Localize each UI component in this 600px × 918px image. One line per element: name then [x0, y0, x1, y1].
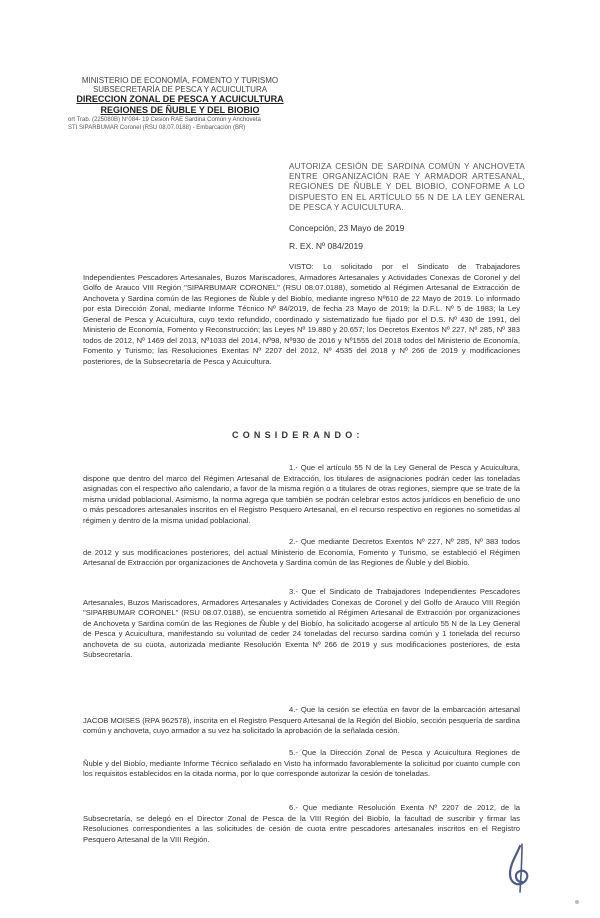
handwritten-initial-mark: [498, 842, 538, 894]
considerando-text: 2.- Que mediante Decretos Exentos Nº 227, Nº 285, Nº 383 todos de 2012 y sus modificaciones posteriores, del actual Ministerio de Economía, Fomento y Turismo, se estableció el Régimen Artesanal de Extracción por organizaciones de Anchoveta y Sardina común de las Regiones de Ñuble y del Biobío.: [83, 537, 520, 568]
document-subject: AUTORIZA CESIÓN DE SARDINA COMÚN Y ANCHOVETA ENTRE ORGANIZACIÓN RAE Y ARMADOR ARTESANAL, REGIONES DE ÑUBLE Y DEL BIOBIO, CONFORME A LO DISPUESTO EN EL ARTÍCULO 55 N DE LA LEY GENERAL DE PESCA Y ACUICULTURA.: [289, 162, 525, 212]
ministry-name: MINISTERIO DE ECONOMÍA, FOMENTO Y TURISMO: [81, 76, 279, 85]
document-date: Concepción, 23 Mayo de 2019: [289, 223, 405, 233]
page-mark: [575, 900, 579, 904]
subsecretariat-name: SUBSECRETARÍA DE PESCA Y ACUICULTURA: [92, 85, 268, 94]
considerando-4: [83, 705, 520, 737]
visto-paragraph: [83, 262, 520, 367]
considerando-2: [83, 537, 520, 569]
visto-text: VISTO: Lo solicitado por el Sindicato de Trabajadores Independientes Pescadores Artesanales, Buzos Mariscadores, Armadores Artesanales y Actividades Conexas de Coronel y del Golfo de Arauco VIII Región "SIPARBUMAR CORONEL" (RSU 08.07.0188), sometido al Régimen Artesanal de Extracción de Anchoveta y Sardina común de las Regiones de Ñuble y del Biobío, mediante ingreso Nº610 de 22 Mayo de 2019. Lo informado por esta Dirección Zonal, mediante Informe Técnico Nº 84/2019, de fecha 23 Mayo de 2019; la D.F.L. Nº 5 de 1983; la Ley General de Pesca y Acuicultura, cuyo texto refundido, coordinado y sistematizado fue fijado por el D.S. Nº 430 de 1991, del Ministerio de Economía, Fomento y Reconstrucción; las Leyes Nº 19.880 y 20.657; los Decretos Exentos Nº 227, Nº 285, Nº 383 todos de 2012, Nº 1469 del 2013, Nº1033 del 2014, Nº98, Nº930 de 2016 y Nº1555 del 2018 todos del Ministerio de Economía, Fomento y Turismo; las Resoluciones Exentas Nº 2207 del 2012, Nº 4535 del 2018 y Nº 266 de 2019 y modificaciones posteriores, de la Subsecretaría de Pesca y Acuicultura.: [83, 262, 520, 366]
considerando-text: 5.- Que la Dirección Zonal de Pesca y Acuicultura Regiones de Ñuble y del Biobío, mediante Informe Técnico señalado en Visto ha informado favorablemente la solicitud por cuanto cumple con los requisitos establecidos en la citada norma, por lo que corresponde autorizar la cesión de toneladas.: [83, 748, 520, 779]
considerando-text: 6.- Que mediante Resolución Exenta Nº 2207 de 2012, de la Subsecretaría, se delegó en el Director Zonal de Pesca de la VIII Región del Biobío, la facultad de suscribir y firmar las Resoluciones correspondientes a las solicitudes de cesión de cuota entre pescadores artesanales inscritos en el Registro Pesquero Artesanal de la VIII Región.: [83, 803, 520, 844]
considerando-text: 1.- Que el artículo 55 N de la Ley General de Pesca y Acuicultura, dispone que dentro del marco del Régimen Artesanal de Extracción, los titulares de asignaciones podrán ceder las toneladas asignadas con el respectivo año calendario, a favor de la misma región o a titulares de otras regiones, siempre que se trate de la misma unidad poblacional. Asimismo, la norma agrega que también se podrán celebrar estos actos jurídicos en beneficio de uno o más pescadores artesanales inscritos en el Registro Pesquero Artesanal, en el recurso respectivo en regiones no sometidas al régimen y dentro de la misma unidad poblacional.: [83, 463, 520, 525]
regions-name: REGIONES DE ÑUBLE Y DEL BIOBIO: [100, 105, 260, 115]
reference-line-2: STI SIPARBUMAR Coronel (RSU 08.07.0188) - Embarcación (BR): [68, 125, 246, 131]
resolution-number: R. EX. Nº 084/2019: [289, 241, 363, 251]
considerando-6: [83, 803, 520, 845]
considerando-text: 3.- Que el Sindicato de Trabajadores Independientes Pescadores Artesanales, Buzos Mariscadores, Armadores Artesanales y Actividades Conexas de Coronel y del Golfo de Arauco VIII Región "SIPARBUMAR CORONEL" (RSU 08.07.0188), se encuentra sometido al Régimen Artesanal de Extracción por organizaciones de Anchoveta y Sardina común de las Regiones de Ñuble y del Biobío, ha solicitado acogerse al artículo 55 N de la Ley General de Pesca y Acuicultura, manifestando su voluntad de ceder 24 toneladas del recurso sardina común y 1 tonelada del recurso anchoveta de su cuota, autorizada mediante Resolución Exenta Nº 266 de 2019 y sus modificaciones posteriores, de esta Subsecretaría.: [83, 587, 520, 660]
zonal-directorate-name: DIRECCION ZONAL DE PESCA Y ACUICULTURA: [76, 94, 284, 104]
considerando-text: 4.- Que la cesión se efectúa en favor de la embarcación artesanal JACOB MOISES (RPA 962578), inscrita en el Registro Pesquero Artesanal de la Región del Biobío, sección pesquería de sardina común y anchoveta, cuyo armador a su vez ha solicitado la aprobación de la señalada cesión.: [83, 705, 520, 736]
reference-line-1: ort Trab. (225080B) N°084- 19 Cesión RAE Sardina Común y Anchoveta: [68, 117, 261, 123]
considerando-heading: CONSIDERANDO:: [232, 430, 364, 440]
considerando-1: [83, 463, 520, 526]
considerando-5: [83, 748, 520, 780]
considerando-3: [83, 587, 520, 661]
letterhead: [60, 76, 300, 132]
